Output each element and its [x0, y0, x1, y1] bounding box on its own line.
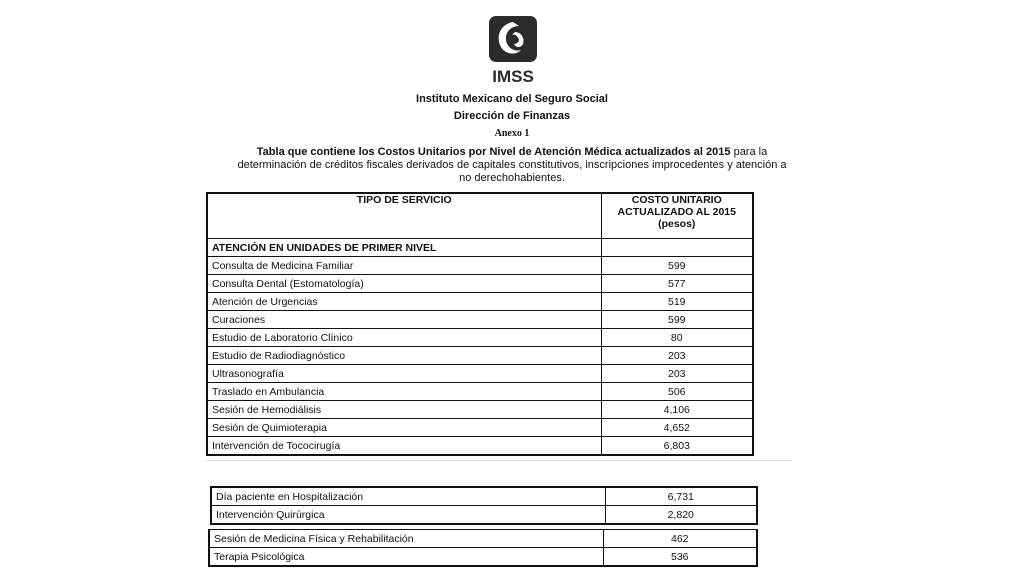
- service-cell: Día paciente en Hospitalización: [211, 487, 605, 506]
- cost-cell: 203: [601, 365, 753, 383]
- service-cell: Estudio de Laboratorio Clínico: [207, 329, 601, 347]
- intro-bold-text: Tabla que contiene los Costos Unitarios por Nivel de Atención Médica actualizados al 2015: [256, 146, 731, 158]
- service-cell: Intervención de Tococirugía: [207, 437, 601, 456]
- table-row: [207, 383, 753, 401]
- intro-paragraph: [234, 146, 790, 185]
- annex-label: Anexo 1: [494, 128, 530, 139]
- table-row: [209, 530, 757, 548]
- service-cell: Sesión de Medicina Física y Rehabilitación: [209, 530, 603, 548]
- table-row: [211, 506, 757, 525]
- cost-cell: 577: [601, 275, 753, 293]
- department-name: Dirección de Finanzas: [453, 110, 571, 122]
- table-row: [207, 437, 753, 456]
- service-cell: Terapia Psicológica: [209, 548, 603, 567]
- service-cell: Curaciones: [207, 311, 601, 329]
- service-cell: Estudio de Radiodiagnóstico: [207, 347, 601, 365]
- cost-cell: 4,652: [601, 419, 753, 437]
- service-type-header: TIPO DE SERVICIO: [207, 193, 601, 239]
- unit-cost-header: [601, 193, 753, 239]
- svg-text:IMSS: IMSS: [492, 67, 534, 86]
- intro-rest-text: para la determinación de créditos fiscales derivados de capitales constitutivos, inscripciones improcedentes y atención a no derechohabientes.: [237, 146, 787, 184]
- section-empty-cell: [601, 239, 753, 257]
- costs-table-other: [208, 529, 758, 567]
- cost-cell: 80: [601, 329, 753, 347]
- cost-cell: 203: [601, 347, 753, 365]
- service-cell: Sesión de Quimioterapia: [207, 419, 601, 437]
- cost-cell: 599: [601, 257, 753, 275]
- unit-cost-header-line3: (pesos): [658, 218, 696, 230]
- service-cell: Sesión de Hemodiálisis: [207, 401, 601, 419]
- table-header-row: [207, 193, 753, 239]
- table-row: [207, 347, 753, 365]
- table-row: [209, 548, 757, 567]
- cost-cell: 6,803: [601, 437, 753, 456]
- table-row: [207, 329, 753, 347]
- table-row: [211, 487, 757, 506]
- section-label: ATENCIÓN EN UNIDADES DE PRIMER NIVEL: [207, 239, 601, 257]
- cost-cell: 519: [601, 293, 753, 311]
- table-row: [207, 401, 753, 419]
- cost-cell: 462: [603, 530, 757, 548]
- cost-cell: 599: [601, 311, 753, 329]
- cost-cell: 536: [603, 548, 757, 567]
- imss-logo: [485, 14, 541, 86]
- unit-cost-header-line2: ACTUALIZADO AL 2015: [617, 206, 736, 218]
- service-cell: Atención de Urgencias: [207, 293, 601, 311]
- section-row: [207, 239, 753, 257]
- costs-table-continued: [210, 486, 758, 525]
- cost-cell: 506: [601, 383, 753, 401]
- service-cell: Intervención Quirúrgica: [211, 506, 605, 525]
- cost-cell: 2,820: [605, 506, 757, 525]
- table-row: [207, 365, 753, 383]
- page-divider: [206, 460, 792, 461]
- table-row: [207, 311, 753, 329]
- cost-cell: 6,731: [605, 487, 757, 506]
- service-cell: Ultrasonografía: [207, 365, 601, 383]
- organization-name: Instituto Mexicano del Seguro Social: [416, 93, 608, 105]
- table-row: [207, 419, 753, 437]
- service-cell: Consulta de Medicina Familiar: [207, 257, 601, 275]
- costs-table: [206, 192, 754, 456]
- service-cell: Consulta Dental (Estomatología): [207, 275, 601, 293]
- service-cell: Traslado en Ambulancia: [207, 383, 601, 401]
- cost-cell: 4,106: [601, 401, 753, 419]
- unit-cost-header-line1: COSTO UNITARIO: [631, 194, 722, 206]
- table-row: [207, 275, 753, 293]
- table-row: [207, 257, 753, 275]
- table-row: [207, 293, 753, 311]
